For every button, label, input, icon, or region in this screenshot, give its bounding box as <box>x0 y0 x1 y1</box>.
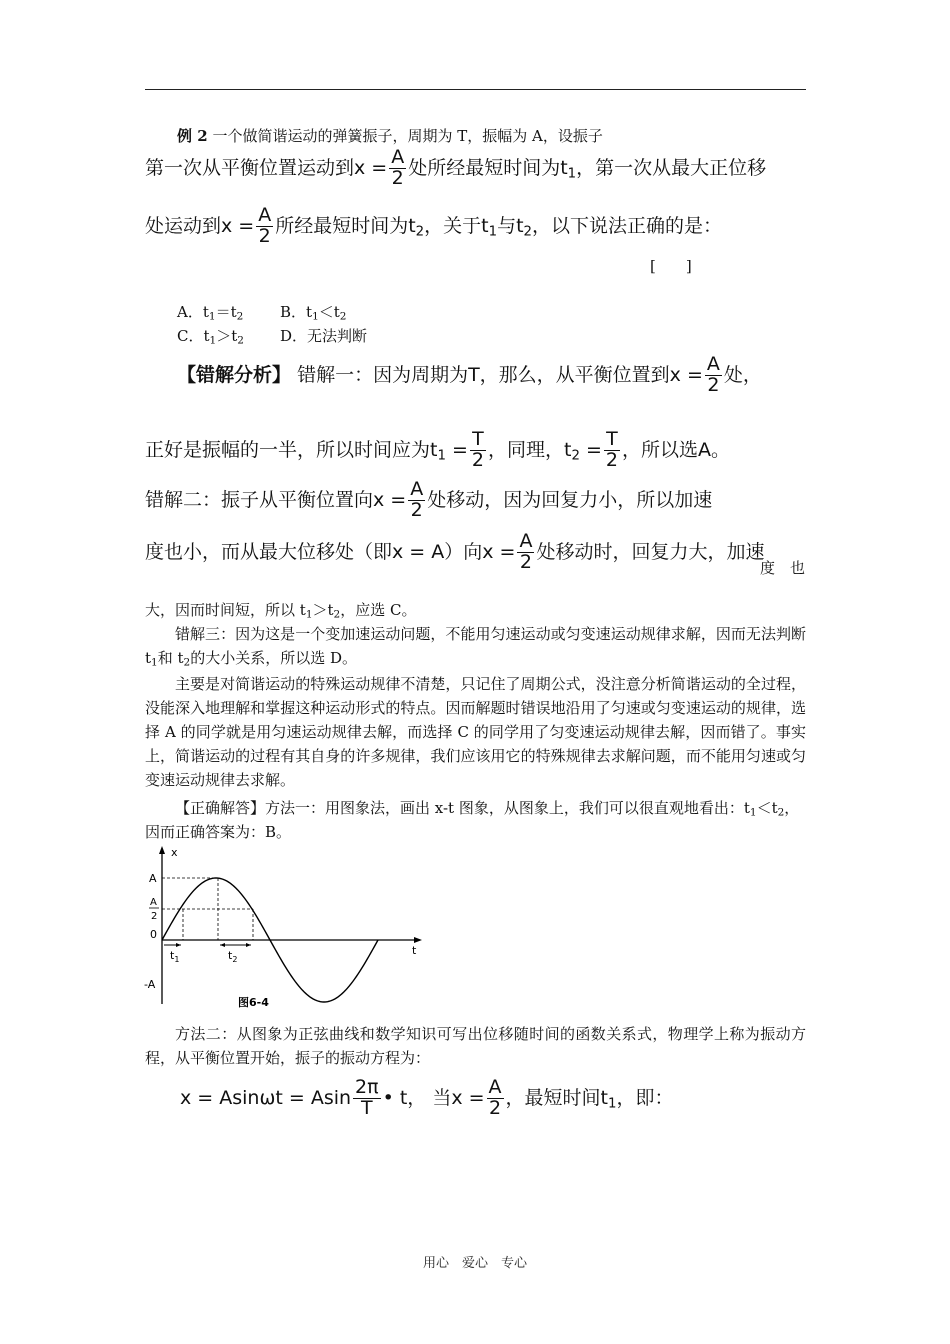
tick-neg-A: -A <box>144 978 156 991</box>
wrong-main-analysis: 主要是对简谐运动的特殊运动规律不清楚，只记住了周期公式，没注意分析简谐运动的全过程，没能深入地理解和掌握这种运动形式的特点。因而解题时错误地沿用了匀速或匀变速运动的规律，选择 A 的同学就是用匀速运动规律去解，而选择 C 的同学用了匀变速运动规律去解，因而错了。事实上，简谐运动的过程有其自身的许多规律，我们应该用它的特殊规律去求解问题，而不能用匀速或匀变速运动规律去求解。 <box>145 675 806 789</box>
option-c: C．$t_1>t_2$ <box>177 327 244 347</box>
tick-A: A <box>149 872 157 885</box>
wrong-solution-3: 错解三：因为这是一个变加速运动问题，不能用匀速运动或匀变速运动规律求解，因而无法判断 $t_1$和 $t_2$的大小关系，所以选 D。 <box>145 625 806 669</box>
t1-arrow <box>176 943 181 947</box>
vibration-equation: x = Asinωt = Asin $\frac{2\pi}{T}$ • t， 当x = $\frac{A}{2}$ ，最短时间$t_1$，即： <box>180 1076 674 1119</box>
wrong-solution-1: 【错解分析】 错解一：因为周期为T，那么，从平衡位置到x = $\frac{A}{2}$ 处， <box>177 353 762 396</box>
figure-caption: 图6-4 <box>238 996 269 1009</box>
wrong-solution-2: 错解二：振子从平衡位置向x = $\frac{A}{2}$ 处移动，因为回复力小，所以加速 <box>145 478 713 521</box>
page-footer: 用心 爱心 专心 <box>422 1256 527 1271</box>
t2-arrow-right <box>246 943 251 947</box>
header-rule <box>145 89 806 90</box>
wrong-solution-2-cont: 度也小，而从最大位移处（即x = A）向x = $\frac{A}{2}$ 处移动时，回复力大，加速 <box>145 530 765 573</box>
tick-A2-den: 2 <box>151 911 158 922</box>
y-axis-arrow <box>159 846 165 854</box>
t2-label: $t_2$ <box>228 949 238 964</box>
option-b: B．$t_1<t_2$ <box>280 303 347 323</box>
option-d: D．无法判断 <box>280 327 368 345</box>
y-axis-label: x <box>171 846 178 859</box>
x-axis-label: t <box>412 944 417 957</box>
wrong-solution-1-cont: 正好是振幅的一半，所以时间应为$t_1$ = $\frac{T}{2}$ ，同理，$t_2$ = $\frac{T}{2}$ ，所以选A。 <box>145 428 730 471</box>
example-intro: 例 2 一个做简谐运动的弹簧振子，周期为 T，振幅为 A，设振子 <box>177 127 603 145</box>
tick-A2-num: A <box>150 897 157 908</box>
t1-label: $t_1$ <box>170 949 180 964</box>
option-a: A．$t_1=t_2$ <box>177 303 244 323</box>
example-line-1: 第一次从平衡位置运动到x = $\frac{A}{2}$ 处所经最短时间为$t_1$，第一次从最大正位移 <box>145 146 767 189</box>
wrong-analysis-heading: 【错解分析】 <box>177 363 292 386</box>
wrong-solution-2-end: 大，因而时间短，所以 $t_1>t_2$，应选 C。 <box>145 601 417 621</box>
correct-solution-1: 【正确解答】方法一：用图象法，画出 x-t 图象，从图象上，我们可以很直观地看出：$t_1<t_2$， 因而正确答案为：B。 <box>145 799 800 841</box>
tick-zero: 0 <box>150 928 157 941</box>
answer-bracket: [ ] <box>650 257 692 275</box>
x-axis-arrow <box>414 937 422 943</box>
xt-graph-figure <box>140 842 430 1014</box>
method-two: 方法二：从图象为正弦曲线和数学知识可写出位移随时间的函数关系式，物理学上称为振动方程，从平衡位置开始，振子的振动方程为： <box>145 1025 806 1067</box>
t2-arrow-left <box>220 943 225 947</box>
wrong-solution-2-tail: 度 也 <box>760 559 806 577</box>
example-line-2: 处运动到x = $\frac{A}{2}$ 所经最短时间为$t_2$，关于$t_1$与$t_2$，以下说法正确的是： <box>145 204 722 247</box>
